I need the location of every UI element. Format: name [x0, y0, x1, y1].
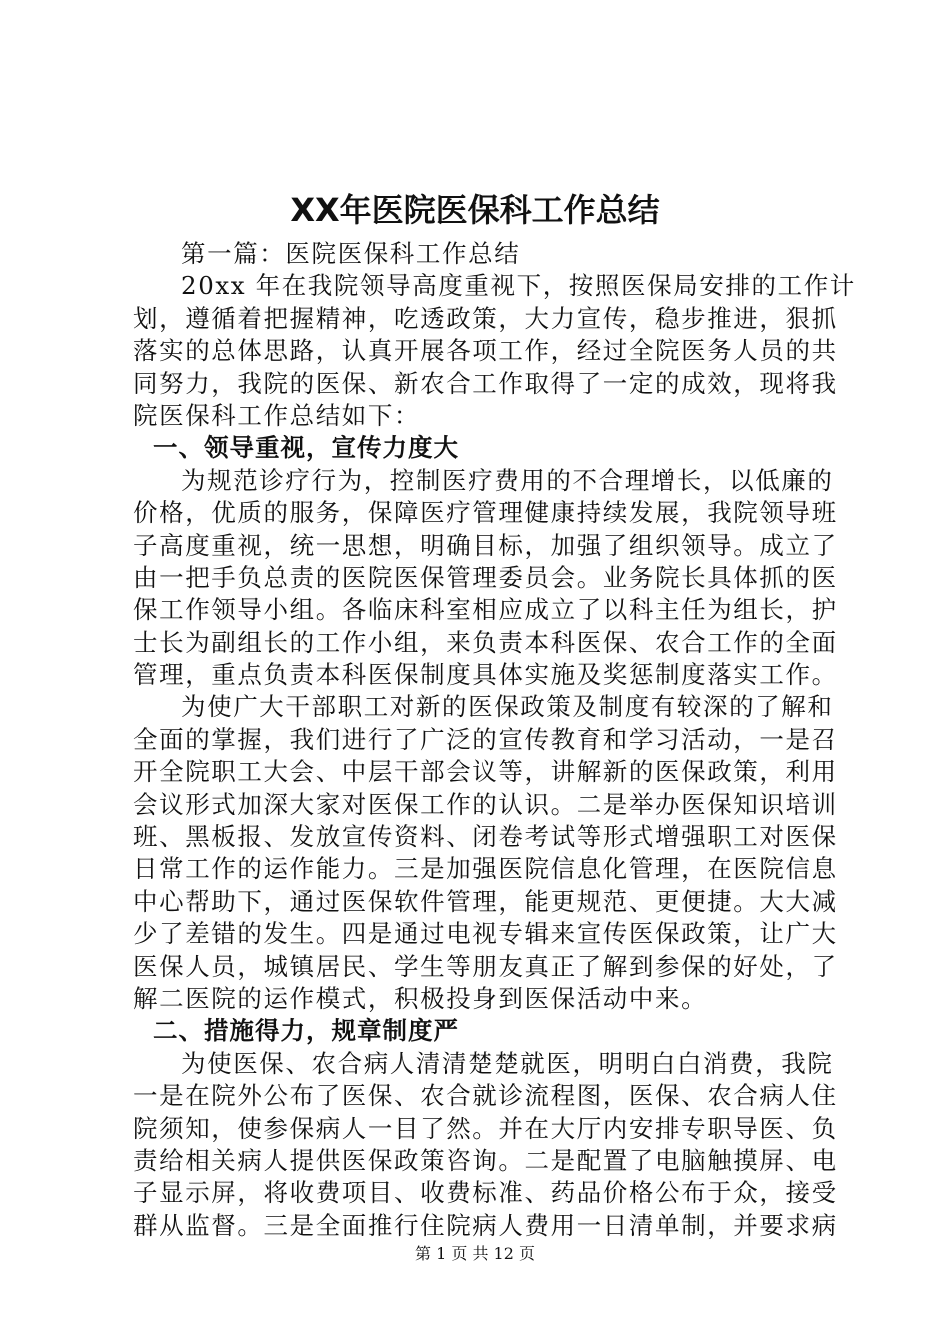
body-line: 少了差错的发生。四是通过电视专辑来宣传医保政策，让广大 — [133, 919, 838, 949]
document-title: XX年医院医保科工作总结 — [290, 191, 660, 229]
body-line: 管理，重点负责本科医保制度具体实施及奖惩制度落实工作。 — [133, 660, 838, 690]
body-line: 会议形式加深大家对医保工作的认识。二是举办医保知识培训 — [133, 789, 838, 819]
body-line: 子高度重视，统一思想，明确目标，加强了组织领导。成立了 — [133, 530, 838, 560]
body-line: 日常工作的运作能力。三是加强医院信息化管理，在医院信息 — [133, 854, 838, 884]
body-line: 解二医院的运作模式，积极投身到医保活动中来。 — [133, 983, 708, 1013]
body-line: 班、黑板报、发放宣传资料、闭卷考试等形式增强职工对医保 — [133, 822, 838, 852]
body-line: 医保人员，城镇居民、学生等朋友真正了解到参保的好处，了 — [133, 951, 838, 981]
body-line: 为规范诊疗行为，控制医疗费用的不合理增长，以低廉的 — [181, 465, 834, 495]
body-line: 划，遵循着把握精神，吃透政策，大力宣传，稳步推进，狠抓 — [133, 303, 838, 333]
body-line: 由一把手负总责的医院医保管理委员会。业务院长具体抓的医 — [133, 562, 838, 592]
body-line: 开全院职工大会、中层干部会议等，讲解新的医保政策，利用 — [133, 757, 838, 787]
body-line: 院医保科工作总结如下： — [133, 400, 421, 430]
body-line: 群从监督。三是全面推行住院病人费用一日清单制，并要求病 — [133, 1210, 838, 1240]
body-line: 为使广大干部职工对新的医保政策及制度有较深的了解和 — [181, 692, 834, 722]
body-line: 落实的总体思路，认真开展各项工作，经过全院医务人员的共 — [133, 336, 838, 366]
body-line: 为使医保、农合病人清清楚楚就医，明明白白消费，我院 — [181, 1048, 834, 1078]
body-line: 院须知，使参保病人一目了然。并在大厅内安排专职导医、负 — [133, 1113, 838, 1143]
body-line: 责给相关病人提供医保政策咨询。二是配置了电脑触摸屏、电 — [133, 1145, 838, 1175]
body-line: 价格，优质的服务，保障医疗管理健康持续发展，我院领导班 — [133, 498, 838, 528]
section-intro-heading: 第一篇：医院医保科工作总结 — [181, 239, 521, 268]
body-line: 保工作领导小组。各临床科室相应成立了以科主任为组长，护 — [133, 595, 838, 625]
body-line: 20xx 年在我院领导高度重视下，按照医保局安排的工作计 — [181, 271, 856, 301]
body-line: 子显示屏，将收费项目、收费标准、药品价格公布于众，接受 — [133, 1178, 838, 1208]
page-number-footer: 第 1 页 共 12 页 — [415, 1244, 535, 1263]
body-line: 全面的掌握，我们进行了广泛的宣传教育和学习活动，一是召 — [133, 724, 838, 754]
section-heading-1: 一、领导重视，宣传力度大 — [153, 433, 459, 463]
document-body — [133, 238, 856, 1242]
body-line: 士长为副组长的工作小组，来负责本科医保、农合工作的全面 — [133, 627, 838, 657]
body-line: 一是在院外公布了医保、农合就诊流程图，医保、农合病人住 — [133, 1081, 838, 1111]
body-line: 同努力，我院的医保、新农合工作取得了一定的成效，现将我 — [133, 368, 838, 398]
body-line: 中心帮助下，通过医保软件管理，能更规范、更便捷。大大减 — [133, 886, 838, 916]
section-heading-2: 二、措施得力，规章制度严 — [153, 1016, 459, 1046]
